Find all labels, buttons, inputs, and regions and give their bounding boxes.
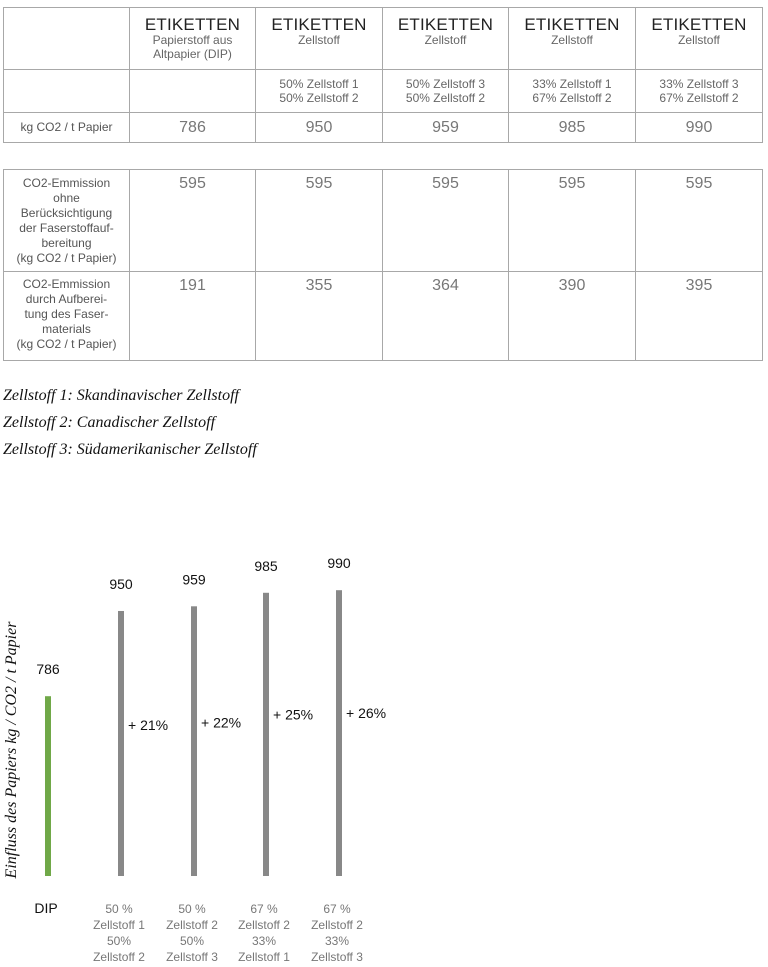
- category-label: 67 %: [250, 902, 278, 916]
- mix-cell: [4, 70, 130, 113]
- value-row: [4, 113, 763, 143]
- value-label: 985: [254, 557, 278, 574]
- bar: [45, 696, 51, 876]
- mix-cell: 33% Zellstoff 1 67% Zellstoff 2: [509, 70, 636, 113]
- breakdown-row: [4, 170, 763, 272]
- mix-cell: 50% Zellstoff 3 50% Zellstoff 2: [383, 70, 509, 113]
- category-label: Zellstoff 2: [238, 918, 290, 932]
- footnotes: [3, 385, 257, 466]
- value-label: 990: [327, 555, 351, 572]
- mix-cell: [130, 70, 256, 113]
- header-cell-empty: [4, 8, 130, 70]
- increase-label: + 22%: [201, 714, 242, 731]
- value-cell: 786: [130, 113, 256, 143]
- category-label: Zellstoff 2: [311, 918, 363, 932]
- value-cell: 595: [130, 170, 256, 272]
- row-label: CO2-Emmission ohne Berücksichtigung der Faserstoffauf- bereitung (kg CO2 / t Papier): [4, 170, 130, 272]
- value-cell: 395: [636, 272, 763, 361]
- value-cell: 959: [383, 113, 509, 143]
- row-label: CO2-Emmission durch Aufberei- tung des Faser- materials (kg CO2 / t Papier): [4, 272, 130, 361]
- bar: [191, 606, 197, 876]
- category-label: Zellstoff 2: [166, 918, 218, 932]
- category-label: Zellstoff 3: [311, 950, 363, 964]
- value-cell: 364: [383, 272, 509, 361]
- category-label: 67 %: [323, 902, 351, 916]
- category-label: 50 %: [178, 902, 206, 916]
- value-cell: 950: [256, 113, 383, 143]
- header-cell: ETIKETTEN Zellstoff: [636, 8, 763, 70]
- category-label: Zellstoff 2: [93, 950, 145, 964]
- header-cell: ETIKETTEN Zellstoff: [509, 8, 636, 70]
- emission-breakdown-table: [3, 169, 763, 361]
- emission-table: [3, 7, 763, 143]
- increase-label: + 25%: [273, 706, 314, 723]
- category-label: Zellstoff 1: [238, 950, 290, 964]
- value-cell: 595: [383, 170, 509, 272]
- footnote: Zellstoff 3: Südamerikanischer Zellstoff: [3, 441, 257, 458]
- value-label: 786: [36, 661, 60, 678]
- header-row: [4, 8, 763, 70]
- category-label: 50%: [179, 934, 205, 948]
- category-label: Zellstoff 1: [93, 918, 145, 932]
- value-label: 959: [182, 571, 206, 588]
- row-label: kg CO2 / t Papier: [4, 113, 130, 143]
- mix-row: [4, 70, 763, 113]
- value-cell: 355: [256, 272, 383, 361]
- footnote: Zellstoff 1: Skandinavischer Zellstoff: [3, 387, 239, 404]
- value-cell: 595: [509, 170, 636, 272]
- bar: [263, 593, 269, 876]
- category-label: DIP: [34, 900, 58, 916]
- category-label: 50 %: [105, 902, 133, 916]
- value-cell: 990: [636, 113, 763, 143]
- category-label: 33%: [324, 934, 350, 948]
- mix-cell: 50% Zellstoff 1 50% Zellstoff 2: [256, 70, 383, 113]
- co2-bar-chart: [0, 540, 400, 965]
- header-cell: ETIKETTEN Papierstoff aus Altpapier (DIP): [130, 8, 256, 70]
- footnote: Zellstoff 2: Canadischer Zellstoff: [3, 414, 216, 431]
- bar: [118, 611, 124, 876]
- value-cell: 595: [636, 170, 763, 272]
- breakdown-row: [4, 272, 763, 361]
- increase-label: + 21%: [128, 716, 169, 733]
- value-cell: 191: [130, 272, 256, 361]
- category-label: 33%: [251, 934, 277, 948]
- bar: [336, 590, 342, 876]
- category-label: Zellstoff 3: [166, 950, 218, 964]
- increase-label: + 26%: [346, 705, 387, 722]
- value-cell: 390: [509, 272, 636, 361]
- value-cell: 985: [509, 113, 636, 143]
- value-cell: 595: [256, 170, 383, 272]
- mix-cell: 33% Zellstoff 3 67% Zellstoff 2: [636, 70, 763, 113]
- y-axis-label: Einfluss des Papiers kg / CO2 / t Papier: [3, 621, 20, 879]
- category-label: 50%: [106, 934, 132, 948]
- header-cell: ETIKETTEN Zellstoff: [383, 8, 509, 70]
- value-label: 950: [109, 575, 133, 592]
- header-cell: ETIKETTEN Zellstoff: [256, 8, 383, 70]
